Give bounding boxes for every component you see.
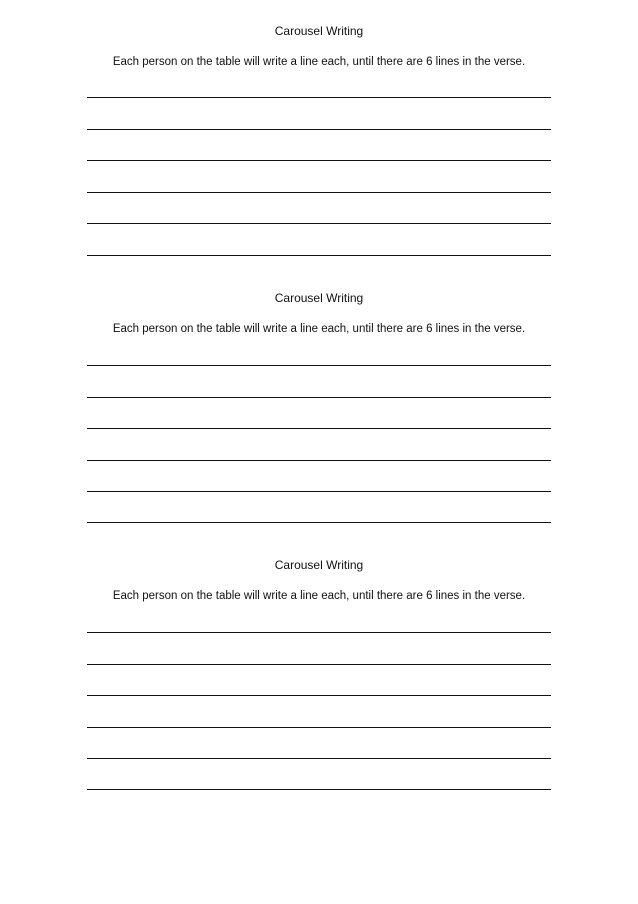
writing-line-6 (87, 789, 551, 790)
section-title: Carousel Writing (274, 24, 364, 38)
writing-line-4 (87, 192, 551, 193)
writing-line-1 (87, 632, 551, 633)
writing-line-5 (87, 758, 551, 759)
writing-line-4 (87, 727, 551, 728)
writing-line-3 (87, 160, 551, 161)
writing-line-2 (87, 129, 551, 130)
writing-line-3 (87, 695, 551, 696)
section-title: Carousel Writing (274, 558, 364, 572)
writing-line-6 (87, 255, 551, 256)
writing-line-4 (87, 460, 551, 461)
writing-line-5 (87, 491, 551, 492)
writing-line-2 (87, 397, 551, 398)
writing-line-2 (87, 664, 551, 665)
writing-line-6 (87, 522, 551, 523)
writing-line-3 (87, 428, 551, 429)
section-instructions: Each person on the table will write a line each, until there are 6 lines in the verse. (112, 56, 526, 68)
section-title: Carousel Writing (274, 291, 364, 305)
writing-line-5 (87, 223, 551, 224)
section-instructions: Each person on the table will write a line each, until there are 6 lines in the verse. (112, 590, 526, 602)
writing-line-1 (87, 365, 551, 366)
writing-line-1 (87, 97, 551, 98)
section-instructions: Each person on the table will write a line each, until there are 6 lines in the verse. (112, 323, 526, 335)
